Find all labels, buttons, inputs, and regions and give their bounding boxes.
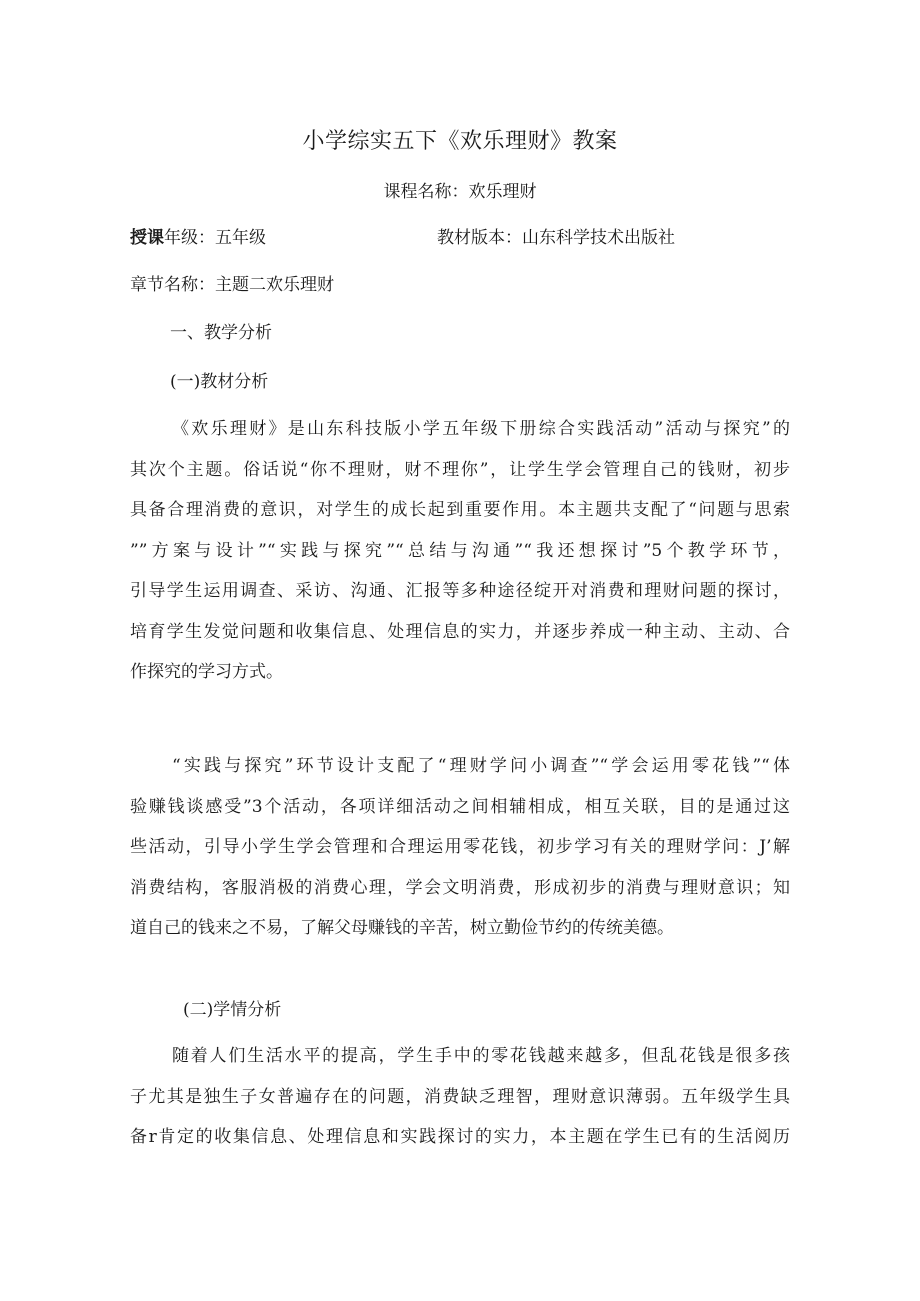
grade-label-bold: 授课 bbox=[130, 228, 164, 248]
paragraph-line: 随着人们生活水平的提高，学生手中的零花钱越来越多，但乱花钱是很多孩 bbox=[172, 1046, 790, 1066]
paragraph-line: 子尤其是独生子女普遍存在的问题，消费缺乏理智，理财意识薄弱。五年级学生具 bbox=[130, 1086, 790, 1107]
paragraph-line: 些活动，引导小学生学会管理和合理运用零花钱，初步学习有关的理财学问：J’解 bbox=[130, 837, 790, 857]
course-name: 课程名称：欢乐理财 bbox=[383, 182, 537, 202]
grade-info bbox=[130, 226, 266, 250]
paragraph-student-analysis bbox=[130, 1036, 790, 1158]
paragraph-practice-inquiry bbox=[130, 746, 790, 949]
section-heading-teaching-analysis: 一、教学分析 bbox=[170, 323, 272, 343]
subsection-heading-textbook-analysis: (一)教材分析 bbox=[170, 372, 269, 392]
textbook-edition: 教材版本：山东科学技术出版社 bbox=[437, 228, 675, 248]
paragraph-line: 具备合理消费的意识，对学生的成长起到重要作用。本主题共支配了“问题与思索 bbox=[130, 500, 790, 520]
paragraph-line: 道自己的钱来之不易，了解父母赚钱的辛苦，树立勤俭节约的传统美德。 bbox=[130, 918, 674, 938]
paragraph-line: 培育学生发觉问题和收集信息、处理信息的实力，并逐步养成一种主动、主动、合 bbox=[130, 621, 790, 642]
paragraph-line: 作探究的学习方式。 bbox=[130, 662, 283, 682]
paragraph-line: 引导学生运用调查、采访、沟通、汇报等多种途径绽开对消费和理财问题的探讨， bbox=[130, 581, 790, 601]
paragraph-line: 备r肯定的收集信息、处理信息和实践探讨的实力，本主题在学生已有的生活阅历 bbox=[130, 1127, 790, 1147]
paragraph-line: “实践与探究”环节设计支配了“理财学问小调查”“学会运用零花钱”“体 bbox=[172, 756, 790, 776]
document-title: 小学综实五下《欢乐理财》教案 bbox=[302, 129, 618, 154]
paragraph-line: 其次个主题。俗话说“你不理财，财不理你”，让学生学会管理自己的钱财，初步 bbox=[130, 459, 790, 480]
paragraph-line: 验赚钱谈感受”3个活动，各项详细活动之间相辅相成，相互关联，目的是通过这 bbox=[130, 796, 790, 817]
paragraph-line: 消费结构，客服消极的消费心理，学会文明消费，形成初步的消费与理财意识；知 bbox=[130, 877, 790, 898]
chapter-name: 章节名称：主题二欢乐理财 bbox=[130, 275, 334, 295]
subsection-heading-student-analysis: (二)学情分析 bbox=[183, 1000, 282, 1020]
grade-value: 年级：五年级 bbox=[164, 228, 266, 248]
paragraph-textbook-analysis bbox=[130, 409, 790, 693]
paragraph-line: ””方案与设计”“实践与探究”“总结与沟通”“我还想探讨”5个教学环节， bbox=[130, 540, 790, 561]
paragraph-line: 《欢乐理财》是山东科技版小学五年级下册综合实践活动”活动与探究”的 bbox=[172, 419, 790, 439]
